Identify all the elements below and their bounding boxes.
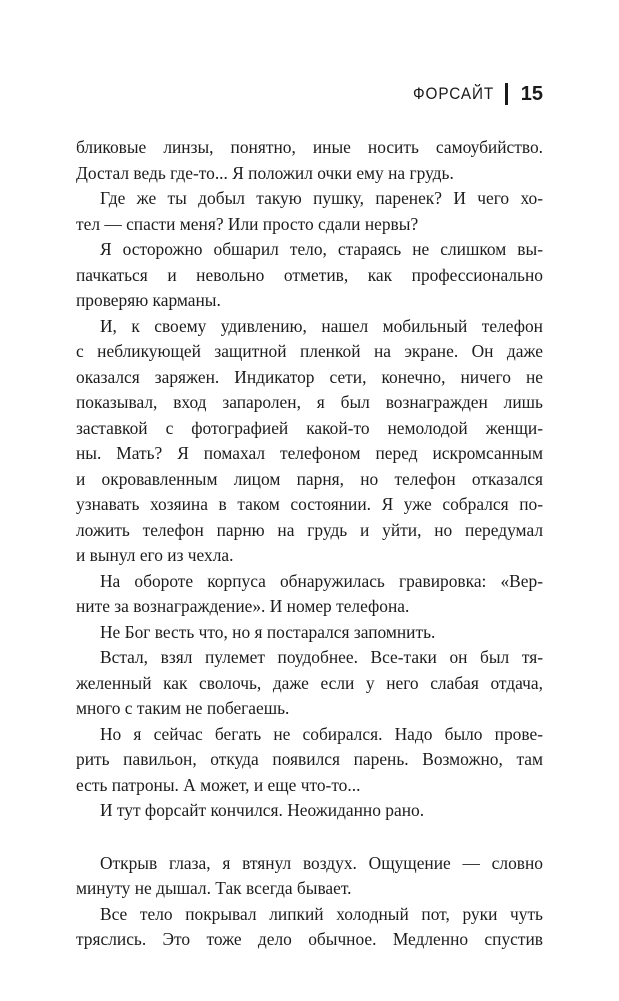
text-line: бликовые линзы, понятно, иные носить самоубийство. bbox=[76, 137, 543, 157]
text-line: Достал ведь где-то... Я положил очки ему на грудь. bbox=[76, 162, 454, 183]
header-separator bbox=[505, 83, 508, 105]
text-line: узнавать хозяина в таком состоянии. Я уже собрался по- bbox=[76, 494, 543, 514]
text-line: Не Бог весть что, но я постарался запомнить. bbox=[100, 621, 436, 642]
text-line: и вынул его из чехла. bbox=[76, 545, 234, 565]
text-line: И, к своему удивлению, нашел мобильный телефон bbox=[100, 315, 543, 336]
text-line: На обороте корпуса обнаружилась гравировка: «Вер- bbox=[100, 570, 543, 591]
text-line: минуту не дышал. Так всегда бывает. bbox=[76, 878, 352, 898]
text-line: ложить телефон парню на грудь и уйти, но передумал bbox=[76, 519, 543, 540]
paragraph bbox=[76, 237, 543, 314]
paragraph bbox=[76, 851, 543, 902]
text-line: рить павильон, откуда появился парень. Возможно, там bbox=[76, 749, 543, 769]
page-number: 15 bbox=[520, 82, 543, 105]
paragraph bbox=[76, 186, 543, 237]
text-line: тряслись. Это тоже дело обычное. Медленно спустив bbox=[76, 929, 543, 949]
paragraph bbox=[76, 902, 543, 953]
text-line: много с таким не побегаешь. bbox=[76, 698, 290, 718]
paragraph bbox=[76, 645, 543, 722]
text-line: Я осторожно обшарил тело, стараясь не слишком вы- bbox=[100, 239, 543, 259]
text-line: Где же ты добыл такую пушку, паренек? И чего хо- bbox=[100, 188, 543, 208]
paragraph bbox=[76, 135, 543, 186]
text-line: заставкой с фотографией какой-то немолодой женщи- bbox=[76, 417, 543, 438]
running-header bbox=[404, 81, 543, 107]
paragraph bbox=[76, 798, 543, 824]
text-line: пачкаться и невольно отметив, как профессионально bbox=[76, 264, 543, 285]
text-line: Но я сейчас бегать не собирался. Надо было прове- bbox=[100, 723, 543, 744]
text-line: ните за вознаграждение». И номер телефона. bbox=[76, 596, 410, 616]
text-line: Открыв глаза, я втянул воздух. Ощущение — словно bbox=[100, 852, 543, 873]
paragraph bbox=[76, 722, 543, 799]
text-line: с небликующей защитной пленкой на экране. Он даже bbox=[76, 341, 543, 361]
text-line: показывал, вход запаролен, я был вознагражден лишь bbox=[76, 392, 543, 412]
text-line: ны. Мать? Я помахал телефоном перед искромсанным bbox=[76, 443, 543, 463]
text-line: желенный как сволочь, даже если у него слабая отдача, bbox=[76, 672, 543, 693]
body-text bbox=[76, 135, 543, 953]
text-line: проверяю карманы. bbox=[76, 290, 221, 310]
paragraph bbox=[76, 314, 543, 569]
paragraph bbox=[76, 620, 543, 646]
text-line: и окровавленным лицом парня, но телефон отказался bbox=[76, 468, 543, 489]
running-header-title: ФОРСАЙТ bbox=[412, 84, 494, 103]
text-line: И тут форсайт кончился. Неожиданно рано. bbox=[100, 800, 425, 820]
text-line: тел — спасти меня? Или просто сдали нервы? bbox=[76, 213, 419, 234]
paragraph bbox=[76, 569, 543, 620]
text-line: оказался заряжен. Индикатор сети, конечно, ничего не bbox=[76, 366, 543, 387]
text-line: Встал, взял пулемет поудобнее. Все-таки он был тя- bbox=[100, 647, 543, 667]
text-line: Все тело покрывал липкий холодный пот, руки чуть bbox=[100, 903, 543, 924]
section-break bbox=[76, 824, 543, 851]
text-line: есть патроны. А может, и еще что-то... bbox=[76, 774, 361, 795]
